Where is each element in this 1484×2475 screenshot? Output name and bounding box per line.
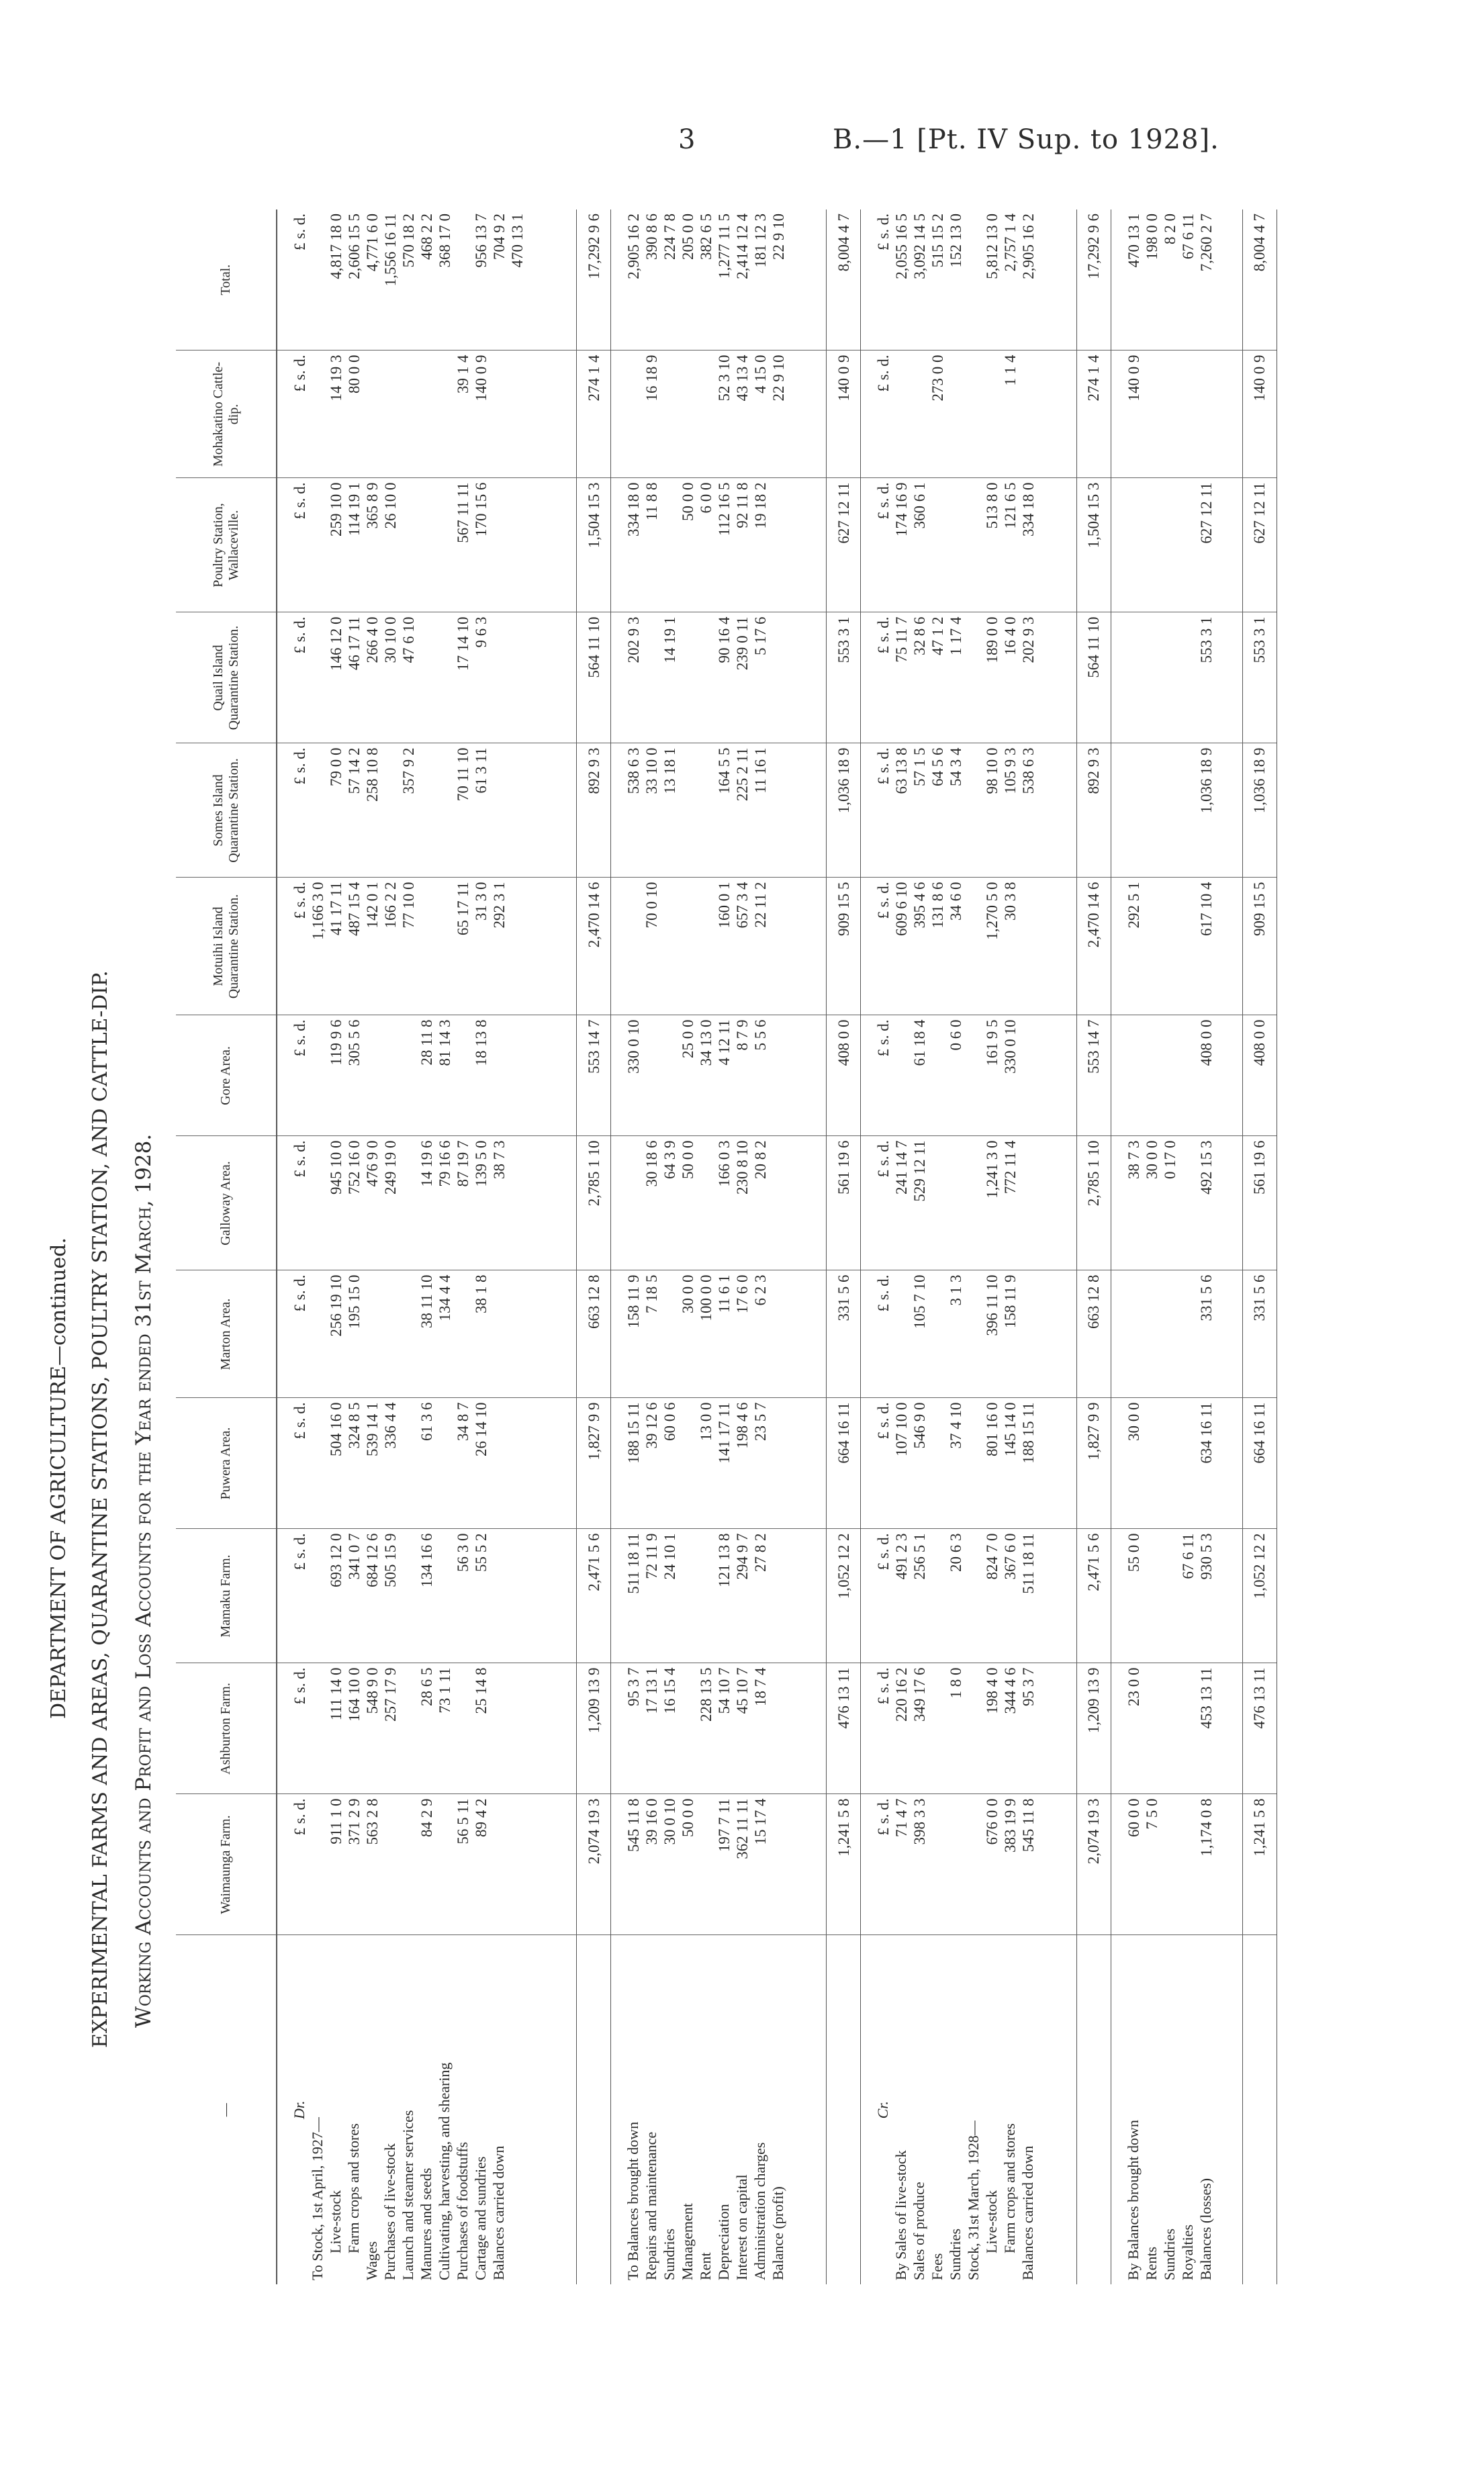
values-mamaku: £ s. d. 491 2 3 256 5 1 20 6 3 824 7 0 367 6 0 511 18 11	[861, 1529, 1076, 1663]
row-label: Sundries	[661, 2229, 678, 2280]
total-cell: 1,241 5 8	[827, 1794, 861, 1935]
total-cell: 561 19 6	[827, 1136, 861, 1270]
total-cell: 2,074 19 3	[1076, 1794, 1111, 1935]
row-label: Farm crops and stores	[1001, 2123, 1019, 2253]
row-label: Sundries	[1160, 2229, 1178, 2280]
total-cell: 476 13 11	[827, 1663, 861, 1794]
row-label: Royalties	[1178, 2224, 1196, 2280]
values-galloway: £ s. d. 241 14 7 529 12 11 1,241 3 0 772 11 4	[861, 1136, 1076, 1270]
row-label: Purchases of live-stock	[381, 2143, 398, 2280]
values-ashburton: £ s. d. 111 14 0 164 10 0 548 9 0 257 17 9 28 6 5 73 1 11 25 14 8	[277, 1663, 577, 1794]
values-marton: £ s. d. 105 7 10 3 1 3 396 11 10 158 11 9	[861, 1270, 1076, 1398]
total-cell: 2,470 14 6	[577, 878, 611, 1015]
values-waimaunga: 545 11 8 39 16 0 30 0 10 50 0 0 197 7 11 362 11 11 15 17 4	[611, 1794, 827, 1935]
row-label: Wages	[363, 2241, 380, 2280]
values-poultry: 627 12 11	[1111, 478, 1242, 612]
values-motuihi: £ s. d. 1,166 3 0 41 17 11 487 15 4 142 0 1 166 2 2 77 10 0 65 17 11 31 3 0 292 3 1	[277, 878, 577, 1015]
total-cell: 17,292 9 6	[1076, 209, 1111, 351]
row-label: Administration charges	[751, 2142, 769, 2280]
row-label: Depreciation	[715, 2204, 733, 2280]
values-galloway: £ s. d. 945 10 0 752 16 0 476 9 0 249 19 0 14 19 6 79 16 6 87 19 7 139 5 0 38 7 3	[277, 1136, 577, 1270]
total-cell: 1,504 15 3	[1076, 478, 1111, 612]
row-label: Cartage and sundries	[472, 2156, 489, 2280]
values-mamaku: 511 18 11 72 11 9 24 10 1 121 13 8 294 9 7 27 8 2	[611, 1529, 827, 1663]
col-header-marton: Marton Area.	[176, 1270, 277, 1398]
total-cell: 2,470 14 6	[1076, 878, 1111, 1015]
values-quail: 202 9 3 14 19 1 90 16 4 239 0 11 5 17 6	[611, 612, 827, 743]
total-cell: 17,292 9 6	[577, 209, 611, 351]
total-cell: 553 14 7	[1076, 1015, 1111, 1136]
totals-row	[1076, 209, 1111, 2284]
total-cell: 274 1 4	[1076, 351, 1111, 478]
values-poultry: £ s. d. 259 10 0 114 19 1 365 8 9 26 10 0 567 11 11 170 15 6	[277, 478, 577, 612]
block-labels	[611, 1935, 827, 2284]
total-cell: 627 12 11	[1242, 478, 1277, 612]
values-mamaku: 55 0 0 67 6 11 930 5 3	[1111, 1529, 1242, 1663]
values-motuihi: 292 5 1 617 10 4	[1111, 878, 1242, 1015]
values-waimaunga: £ s. d. 911 1 0 371 2 9 563 2 8 84 2 9 56 5 11 89 4 2	[277, 1794, 577, 1935]
values-total: £ s. d. 4,817 18 0 2,606 15 5 4,771 6 0 1,556 16 11 570 18 2 468 2 2 368 17 0 956 13 7 704 9 2 470 13 1	[277, 209, 577, 351]
values-marton: 158 11 9 7 18 5 30 0 0 100 0 0 11 6 1 17 6 0 6 2 3	[611, 1270, 827, 1398]
row-label: Sundries	[947, 2229, 964, 2280]
row-label: To Stock, 1st April, 1927—	[309, 2117, 326, 2280]
values-puwera: £ s. d. 107 10 0 546 9 0 37 4 10 801 16 0 145 14 0 188 15 11	[861, 1398, 1076, 1529]
total-cell: 909 15 5	[1242, 878, 1277, 1015]
block-labels	[861, 1935, 1076, 2284]
values-motuihi: 70 0 10 160 0 1 657 3 4 22 11 2	[611, 878, 827, 1015]
total-cell: 564 11 10	[1076, 612, 1111, 743]
total-cell: 8,004 4 7	[1242, 209, 1277, 351]
values-marton: 331 5 6	[1111, 1270, 1242, 1398]
values-quail: £ s. d. 75 11 7 32 8 6 47 1 2 1 17 4 189 0 0 16 4 0 202 9 3	[861, 612, 1076, 743]
total-cell: 627 12 11	[827, 478, 861, 612]
total-cell: 331 5 6	[827, 1270, 861, 1398]
total-cell: 331 5 6	[1242, 1270, 1277, 1398]
row-label: Rents	[1142, 2246, 1160, 2280]
total-cell: 2,785 1 10	[1076, 1136, 1111, 1270]
row-label: By Balances brought down	[1124, 2120, 1142, 2280]
col-header-total: Total.	[176, 209, 277, 351]
values-puwera: 30 0 0 634 16 11	[1111, 1398, 1242, 1529]
cr-profit-loss-block	[1111, 209, 1242, 2284]
total-cell: 664 16 11	[1242, 1398, 1277, 1529]
department-title: DEPARTMENT OF AGRICULTURE—continued.	[47, 1237, 71, 1719]
row-label: Fees	[929, 2253, 946, 2280]
row-label: By Sales of live-stock	[892, 2150, 910, 2280]
row-label: Balances (losses)	[1197, 2178, 1214, 2280]
total-cell: 1,036 18 9	[1242, 743, 1277, 878]
values-somes: £ s. d. 79 0 0 57 14 2 258 10 8 357 9 2 70 11 10 61 3 11	[277, 743, 577, 878]
values-total: 470 13 1 198 0 0 8 2 0 67 6 11 7,260 2 7	[1111, 209, 1242, 351]
row-label: Launch and steamer services	[400, 2110, 416, 2280]
totals-row	[1242, 209, 1277, 2284]
accounts-grid	[176, 209, 1277, 2284]
total-cell: 140 0 9	[827, 351, 861, 478]
values-puwera: £ s. d. 504 16 0 324 8 5 539 14 1 336 4 4 61 3 6 34 8 7 26 14 10	[277, 1398, 577, 1529]
total-cell: 892 9 3	[577, 743, 611, 878]
row-label: Live-stock	[327, 2190, 344, 2253]
row-label: Repairs and maintenance	[643, 2131, 660, 2280]
row-label: Purchases of foodstuffs	[454, 2141, 471, 2280]
page-number: 3	[678, 124, 696, 155]
total-cell: 2,471 5 6	[1076, 1529, 1111, 1663]
row-label: Manures and seeds	[418, 2167, 434, 2280]
sub-title: Working Accounts and Profit and Loss Accounts for the Year ended 31st March, 1928.	[132, 1133, 156, 2028]
row-label: Management	[679, 2203, 696, 2280]
values-somes: 1,036 18 9	[1111, 743, 1242, 878]
values-marton: £ s. d. 256 19 10 195 15 0 38 11 10 134 4 4 38 1 8	[277, 1270, 577, 1398]
col-header-puwera: Puwera Area.	[176, 1398, 277, 1529]
total-cell: 140 0 9	[1242, 351, 1277, 478]
values-somes: 538 6 3 33 10 0 13 18 1 164 5 5 225 2 11 11 16 1	[611, 743, 827, 878]
values-galloway: 30 18 6 64 3 9 50 0 0 166 0 3 230 8 10 20 8 2	[611, 1136, 827, 1270]
total-cell: 2,074 19 3	[577, 1794, 611, 1935]
total-cell: 2,785 1 10	[577, 1136, 611, 1270]
total-cell: 476 13 11	[1242, 1663, 1277, 1794]
total-cell: 408 0 0	[1242, 1015, 1277, 1136]
values-poultry: 334 18 0 11 8 8 50 0 0 6 0 0 112 16 5 92 11 8 19 18 2	[611, 478, 827, 612]
values-galloway: 38 7 3 30 0 0 0 17 0 492 15 3	[1111, 1136, 1242, 1270]
values-motuihi: £ s. d. 609 6 10 395 4 6 131 8 6 34 6 0 1,270 5 0 30 3 8	[861, 878, 1076, 1015]
total-cell: 1,504 15 3	[577, 478, 611, 612]
values-ashburton: 95 3 7 17 13 1 16 15 4 228 13 5 54 10 7 45 10 7 18 7 4	[611, 1663, 827, 1794]
total-cell: 909 15 5	[827, 878, 861, 1015]
row-label: Farm crops and stores	[345, 2123, 362, 2253]
total-cell: 1,052 12 2	[827, 1529, 861, 1663]
total-cell: 1,209 13 9	[1076, 1663, 1111, 1794]
row-label: Interest on capital	[733, 2174, 751, 2280]
col-header-galloway: Galloway Area.	[176, 1136, 277, 1270]
total-cell: 1,036 18 9	[827, 743, 861, 878]
row-label: Stock, 31st March, 1928—	[965, 2120, 982, 2280]
accounts-table	[176, 209, 1277, 2284]
total-cell: 663 12 8	[1076, 1270, 1111, 1398]
cr-working-block	[861, 209, 1076, 2284]
values-mohakatino: 140 0 9	[1111, 351, 1242, 478]
col-header-somes: Somes Island Quarantine Station.	[176, 743, 277, 878]
row-label: Balance (profit)	[770, 2186, 787, 2280]
values-waimaunga: £ s. d. 71 4 7 398 3 3 676 0 0 383 19 9 545 11 8	[861, 1794, 1076, 1935]
total-cell: 561 19 6	[1242, 1136, 1277, 1270]
values-mohakatino: £ s. d. 14 19 3 80 0 0 39 1 4 140 0 9	[277, 351, 577, 478]
values-waimaunga: 60 0 0 7 5 0 1,174 0 8	[1111, 1794, 1242, 1935]
values-total: 2,905 16 2 390 8 6 224 7 8 205 0 0 382 6 5 1,277 11 5 2,414 12 4 181 12 3 22 9 10	[611, 209, 827, 351]
values-poultry: £ s. d. 174 16 9 360 6 1 513 8 0 121 6 5 334 18 0	[861, 478, 1076, 612]
values-ashburton: £ s. d. 220 16 2 349 17 6 1 8 0 198 4 0 344 4 6 95 3 7	[861, 1663, 1076, 1794]
row-label: Sales of produce	[911, 2182, 928, 2280]
values-gore: £ s. d. 61 18 4 0 6 0 161 9 5 330 0 10	[861, 1015, 1076, 1136]
total-cell: 408 0 0	[827, 1015, 861, 1136]
row-label: Cultivating, harvesting, and shearing	[436, 2062, 453, 2280]
totals-row	[827, 209, 861, 2284]
total-cell: 1,241 5 8	[1242, 1794, 1277, 1935]
dr-working-block	[277, 209, 577, 2284]
total-cell: 8,004 4 7	[827, 209, 861, 351]
col-header-quail: Quail Island Quarantine Station.	[176, 612, 277, 743]
totals-row	[577, 209, 611, 2284]
total-cell: 2,471 5 6	[577, 1529, 611, 1663]
main-title: EXPERIMENTAL FARMS AND AREAS, QUARANTINE STATIONS, POULTRY STATION, AND CATTLE-DIP.	[89, 970, 112, 2048]
block-labels	[1111, 1935, 1242, 2284]
col-header-label: —	[176, 1935, 277, 2284]
col-header-waimaunga: Waimaunga Farm.	[176, 1794, 277, 1935]
row-label: Balances carried down	[490, 2145, 507, 2280]
total-cell: 553 14 7	[577, 1015, 611, 1136]
total-cell: 664 16 11	[827, 1398, 861, 1529]
values-gore: 408 0 0	[1111, 1015, 1242, 1136]
block-labels	[277, 1935, 577, 2284]
total-cell: 553 3 1	[827, 612, 861, 743]
total-cell: 564 11 10	[577, 612, 611, 743]
col-header-mamaku: Mamaku Farm.	[176, 1529, 277, 1663]
col-header-mohakatino: Mohakatino Cattle-dip.	[176, 351, 277, 478]
values-quail: 553 3 1	[1111, 612, 1242, 743]
row-label: Live-stock	[983, 2190, 1001, 2253]
col-header-gore: Gore Area.	[176, 1015, 277, 1136]
values-mohakatino: £ s. d. 273 0 0 1 1 4	[861, 351, 1076, 478]
values-quail: £ s. d. 146 12 0 46 17 11 266 4 0 30 10 0 47 6 10 17 14 10 9 6 3	[277, 612, 577, 743]
values-gore: £ s. d. 119 9 6 305 5 6 28 11 8 81 14 3 18 13 8	[277, 1015, 577, 1136]
total-cell: 1,827 9 9	[577, 1398, 611, 1529]
dr-caption: Dr.	[291, 2100, 308, 2120]
total-cell: 1,209 13 9	[577, 1663, 611, 1794]
col-header-ashburton: Ashburton Farm.	[176, 1663, 277, 1794]
total-cell: 274 1 4	[577, 351, 611, 478]
total-cell: 553 3 1	[1242, 612, 1277, 743]
total-cell: 663 12 8	[577, 1270, 611, 1398]
total-cell: 1,827 9 9	[1076, 1398, 1111, 1529]
values-mamaku: £ s. d. 693 12 0 341 0 7 684 12 6 505 15 9 134 16 6 56 3 0 55 5 2	[277, 1529, 577, 1663]
dr-profit-loss-block	[611, 209, 827, 2284]
cr-caption: Cr.	[874, 2101, 892, 2119]
values-puwera: 188 15 11 39 12 6 60 0 6 13 0 0 141 17 11 198 4 6 23 5 7	[611, 1398, 827, 1529]
row-label: Balances carried down	[1019, 2145, 1037, 2280]
values-total: £ s. d. 2,055 16 5 3,092 14 5 515 15 2 152 13 0 5,812 13 0 2,757 1 4 2,905 16 2	[861, 209, 1076, 351]
col-header-poultry: Poultry Station, Wallaceville.	[176, 478, 277, 612]
total-cell: 892 9 3	[1076, 743, 1111, 878]
total-cell: 1,052 12 2	[1242, 1529, 1277, 1663]
values-somes: £ s. d. 63 13 8 57 1 5 64 5 6 54 3 4 98 10 0 105 9 3 538 6 3	[861, 743, 1076, 878]
values-ashburton: 23 0 0 453 13 11	[1111, 1663, 1242, 1794]
row-label: Rent	[697, 2252, 714, 2280]
row-label: To Balances brought down	[624, 2121, 642, 2280]
values-gore: 330 0 10 25 0 0 34 13 0 4 12 11 8 7 9 5 5 6	[611, 1015, 827, 1136]
report-reference: B.—1 [Pt. IV Sup. to 1928].	[833, 124, 1219, 155]
col-header-motuihi: Motuihi Island Quarantine Station.	[176, 878, 277, 1015]
header-row	[176, 209, 277, 2284]
values-mohakatino: 16 18 9 52 3 10 43 13 4 4 15 0 22 9 10	[611, 351, 827, 478]
